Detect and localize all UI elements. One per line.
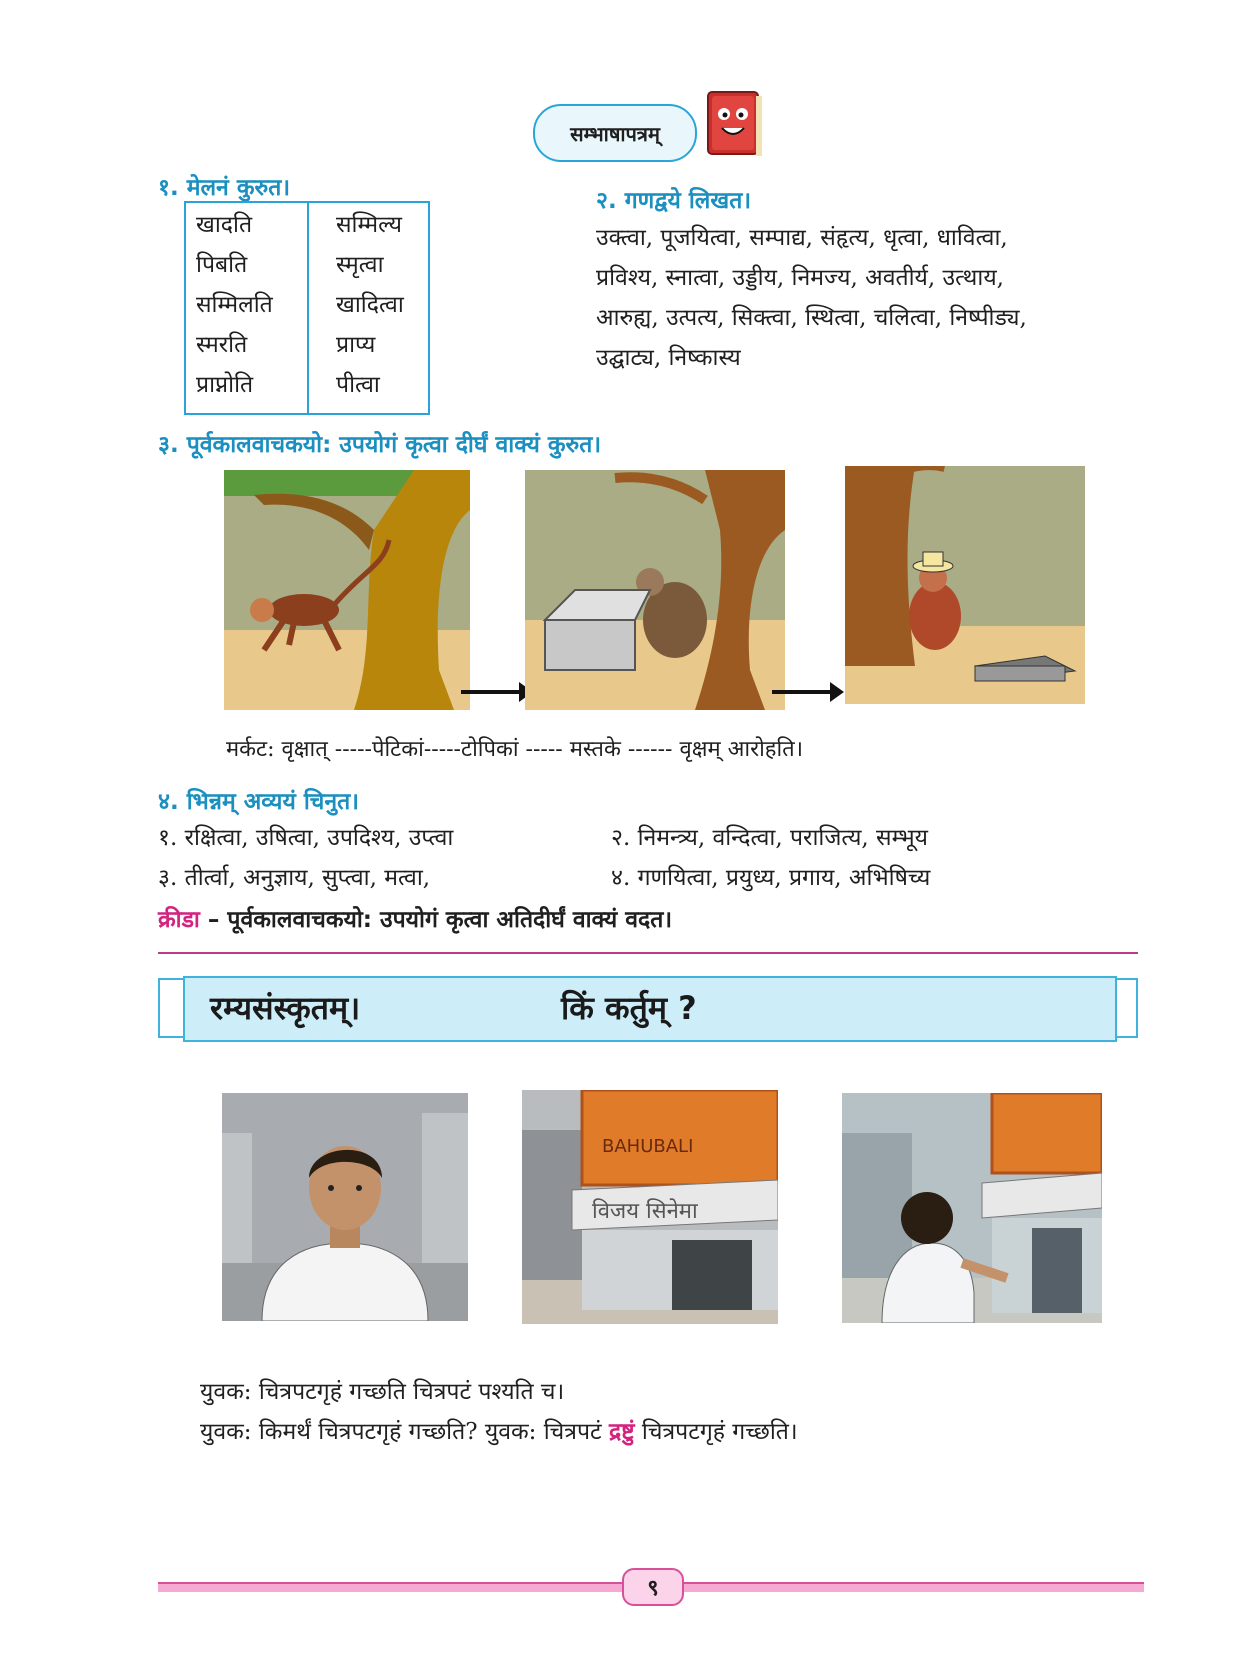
ex3-caption: मर्कट: वृक्षात् -----पेटिकां-----टोपिकां ----- मस्तके ------ वृक्षम् आरोहति। [226, 737, 804, 762]
monkey-walking-image [224, 470, 470, 710]
ex2-word-list [596, 218, 1116, 378]
word-line: उद्घाट्य, निष्कास्य [596, 345, 741, 371]
story-line-2c: चित्रपटगृहं गच्छति। [634, 1419, 798, 1445]
ramya-banner [158, 970, 1138, 1045]
word-line: आरुह्य, उत्पत्य, सिक्त्वा, स्थित्वा, चलित्वा, निष्पीड्य, [596, 305, 1027, 331]
ex1-heading: १. मेलनं कुरुत। [158, 175, 291, 201]
left-word: स्मरति [196, 332, 248, 358]
ex4-item: १. रक्षित्वा, उषित्वा, उपदिश्य, उप्त्वा [158, 825, 454, 851]
right-word: खादित्वा [336, 292, 404, 318]
match-right-column [336, 205, 404, 405]
story-line-1: युवक: चित्रपटगृहं गच्छति चित्रपटं पश्यति च। [200, 1379, 565, 1405]
page-number: ९ [622, 1568, 684, 1606]
ex2-heading: २. गणद्वये लिखत। [596, 188, 752, 214]
krida-line [158, 902, 672, 934]
story-line-2 [200, 1412, 798, 1452]
word-line: उक्त्वा, पूजयित्वा, सम्पाद्य, संहृत्य, धृत्वा, धावित्वा, [596, 225, 1008, 251]
right-word: सम्मिल्य [336, 212, 402, 238]
arrow-right-icon [461, 690, 521, 694]
ex4-item: २. निमन्त्र्य, वन्दित्वा, पराजित्य, सम्भूय [611, 825, 929, 851]
billboard-text: BAHUBALI [602, 1136, 694, 1157]
monkey-wearing-cap-image [845, 466, 1085, 704]
table-divider [307, 203, 309, 413]
ex4-heading: ४. भिन्नम् अव्ययं चिनुत। [158, 789, 359, 815]
arrow-right-icon [772, 690, 832, 694]
krida-label: क्रीडा [158, 907, 200, 933]
left-word: प्राप्नोति [196, 372, 254, 398]
young-man-image [222, 1093, 468, 1321]
section-title-pill [533, 104, 697, 162]
right-word: स्मृत्वा [336, 252, 384, 278]
ex4-item: ३. तीर्त्वा, अनुज्ञाय, सुप्त्वा, मत्वा, [158, 865, 431, 891]
section-divider [158, 952, 1138, 954]
left-word: पिबति [196, 252, 248, 278]
banner-title: रम्यसंस्कृतम्। [210, 989, 361, 1027]
word-line: प्रविश्य, स्नात्वा, उड्डीय, निमज्य, अवतीर्य, उत्थाय, [596, 265, 1004, 291]
cinema-hall-image [522, 1090, 778, 1324]
monkey-opening-box-image [525, 470, 785, 710]
book-mascot-icon [700, 82, 770, 162]
right-word: प्राप्य [336, 332, 376, 358]
section-title: सम्भाषापत्रम् [570, 121, 660, 146]
left-word: खादति [196, 212, 253, 238]
krida-text: – पूर्वकालवाचकयो: उपयोगं कृत्वा अतिदीर्घं वाक्यं वदत। [199, 907, 673, 933]
banner-subtitle: किं कर्तुम् ? [561, 989, 697, 1027]
highlight-word: द्रष्टुं [608, 1418, 635, 1445]
right-word: पीत्वा [336, 372, 380, 398]
left-word: सम्मिलति [196, 292, 273, 318]
story-line-2a: युवक: किमर्थं चित्रपटगृहं गच्छति? युवक: चित्रपटं [200, 1419, 609, 1445]
ex3-heading: ३. पूर्वकालवाचकयो: उपयोगं कृत्वा दीर्घं वाक्यं कुरुत। [158, 432, 602, 458]
man-entering-cinema-image [842, 1093, 1102, 1323]
ex4-item: ४. गणयित्वा, प्रयुध्य, प्रगाय, अभिषिच्य [611, 865, 931, 891]
cinema-sign-text: विजय सिनेमा [592, 1199, 698, 1224]
match-table [184, 201, 430, 415]
match-left-column [196, 205, 273, 405]
